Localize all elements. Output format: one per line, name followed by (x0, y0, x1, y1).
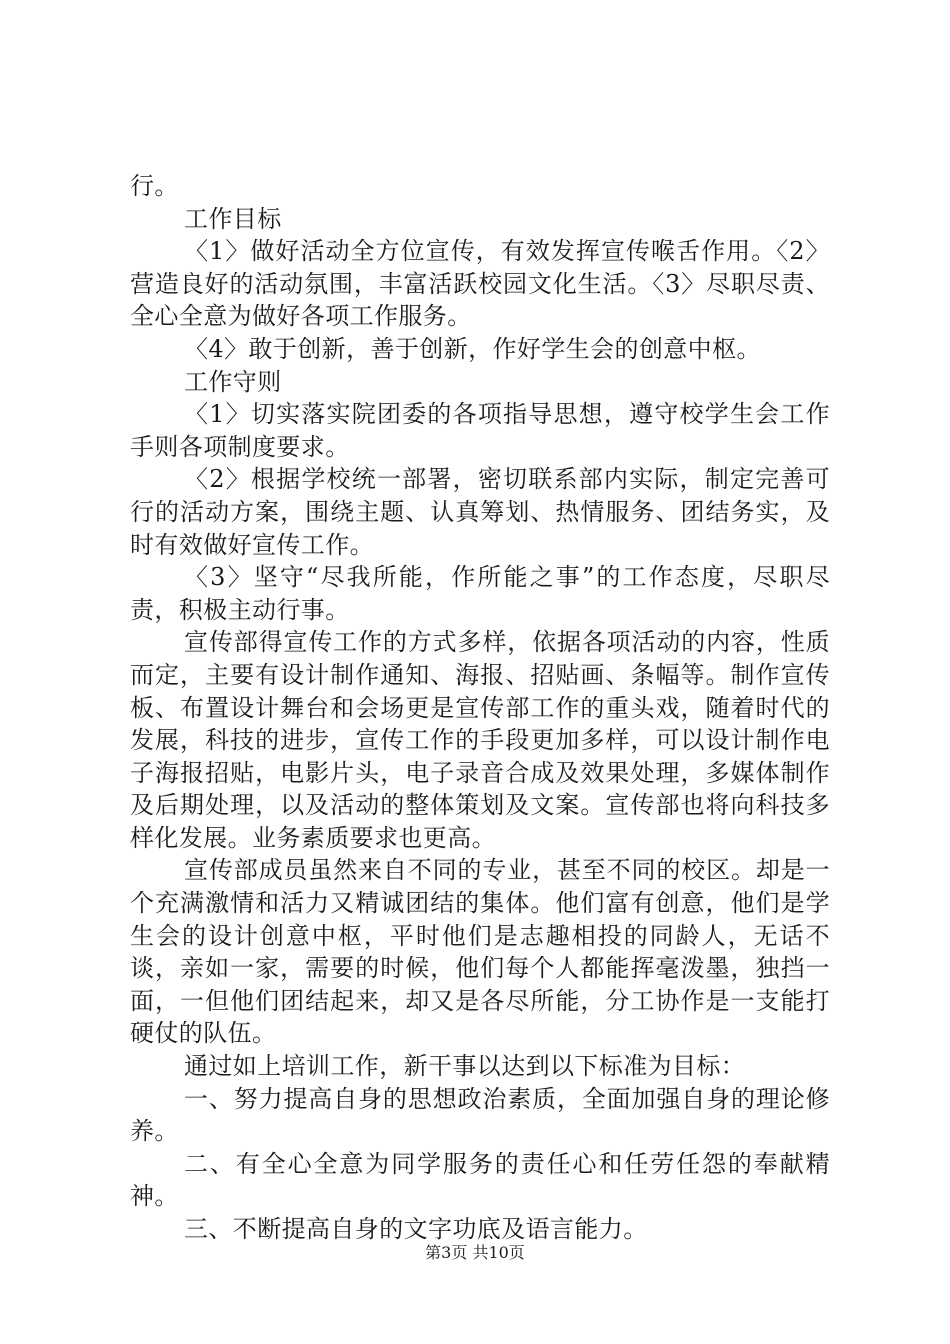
paragraph-standard-3: 三、不断提高自身的文字功底及语言能力。 (184, 1215, 648, 1243)
paragraph-publicity-methods: 宣传部得宣传工作的方式多样，依据各项活动的内容，性质而定，主要有设计制作通知、海报、招贴画、条幅等。制作宣传板、布置设计舞台和会场更是宣传部工作的重头戏，随着时代的发展，科技的进步，宣传工作的手段更加多样，可以设计制作电子海报招贴，电影片头，电子录音合成及效果处理，多媒体制作及后期处理，以及活动的整体策划及文案。宣传部也将向科技多样化发展。业务素质要求也更高。 (130, 628, 830, 852)
paragraph-standard-1: 一、努力提高自身的思想政治素质，全面加强自身的理论修养。 (130, 1084, 830, 1146)
page-number-footer: 第3页 共10页 (425, 1243, 525, 1262)
paragraph-department-members: 宣传部成员虽然来自不同的专业，甚至不同的校区。却是一个充满激情和活力又精诚团结的集体。他们富有创意，他们是学生会的设计创意中枢，平时他们是志趣相投的同龄人，无话不谈，亲如一家，需要的时候，他们每个人都能挥毫泼墨，独挡一面，一但他们团结起来，却又是各尽所能，分工协作是一支能打硬仗的队伍。 (130, 856, 830, 1048)
paragraph-goal-4: 〈4〉敢于创新，善于创新，作好学生会的创意中枢。 (184, 334, 761, 363)
document-body (130, 170, 830, 1246)
paragraph-1: 行。 (130, 172, 179, 200)
heading-work-rules: 工作守则 (184, 367, 282, 396)
paragraph-standard-2: 二、有全心全意为同学服务的责任心和任劳任怨的奉献精神。 (130, 1149, 830, 1211)
paragraph-goals-1-3: 〈1〉做好活动全方位宣传，有效发挥宣传喉舌作用。〈2〉营造良好的活动氛围，丰富活跃校园文化生活。〈3〉尽职尽责、全心全意为做好各项工作服务。 (130, 237, 830, 331)
paragraph-rule-2: 〈2〉根据学校统一部署，密切联系部内实际，制定完善可行的活动方案，围绕主题、认真筹划、热情服务、团结务实，及时有效做好宣传工作。 (130, 465, 830, 559)
heading-work-goals: 工作目标 (184, 204, 282, 233)
paragraph-training-goal: 通过如上培训工作，新干事以达到以下标准为目标： (184, 1052, 746, 1081)
paragraph-rule-1: 〈1〉切实落实院团委的各项指导思想，遵守校学生会工作手则各项制度要求。 (130, 400, 830, 461)
paragraph-rule-3: 〈3〉坚守“尽我所能，作所能之事”的工作态度，尽职尽责，积极主动行事。 (130, 563, 830, 624)
